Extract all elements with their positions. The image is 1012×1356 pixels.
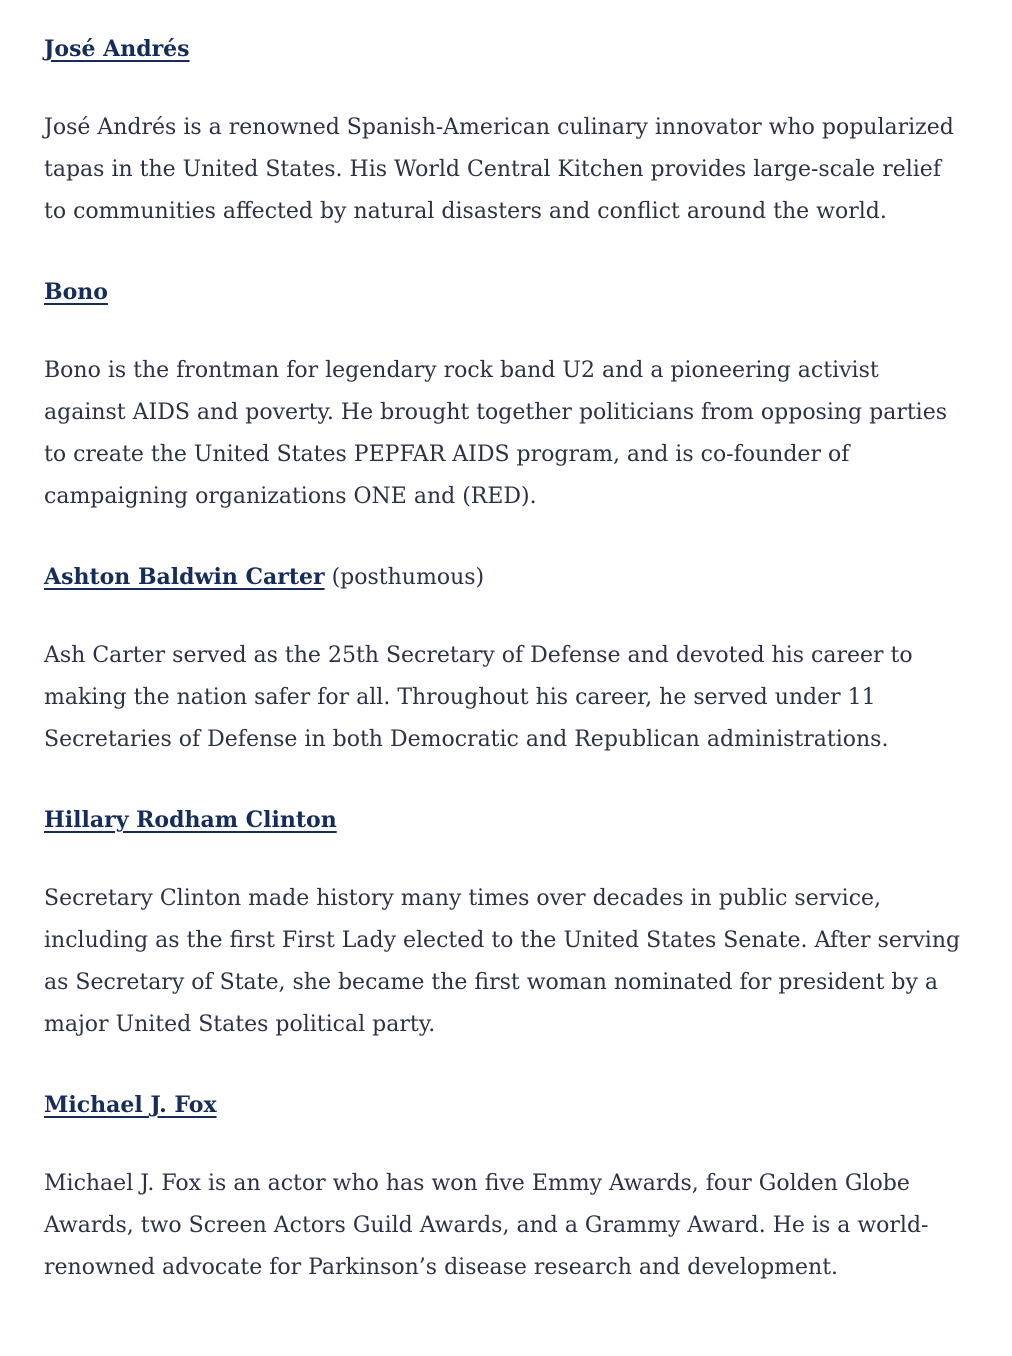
honoree-entry-bono xyxy=(44,271,962,518)
honoree-name-line xyxy=(44,1084,962,1127)
honoree-bio: Secretary Clinton made history many times over decades in public service, including as the first First Lady elected to the United States Senate. After serving as Secretary of State, she became the first woman nominated for president by a major United States political party. xyxy=(44,886,961,1037)
honoree-bio: Michael J. Fox is an actor who has won five Emmy Awards, four Golden Globe Awards, two Screen Actors Guild Awards, and a Grammy Award. He is a world-renowned advocate for Parkinson’s disease research and development. xyxy=(44,1171,929,1280)
honoree-name-line xyxy=(44,556,962,599)
honoree-bio: José Andrés is a renowned Spanish-American culinary innovator who popularized tapas in the United States. His World Central Kitchen provides large-scale relief to communities affected by natural disasters and conflict around the world. xyxy=(44,115,954,224)
honoree-name-link[interactable]: Bono xyxy=(44,279,108,305)
honoree-name-link[interactable]: Hillary Rodham Clinton xyxy=(44,807,337,833)
honoree-name-link[interactable]: Ashton Baldwin Carter xyxy=(44,564,325,590)
honoree-bio: Bono is the frontman for legendary rock band U2 and a pioneering activist against AIDS and poverty. He brought together politicians from opposing parties to create the United States PEPFAR AIDS program, and is co-founder of campaigning organizations ONE and (RED). xyxy=(44,358,948,509)
honoree-name-line xyxy=(44,799,962,842)
honoree-entry-jose-andres xyxy=(44,28,962,233)
honoree-name-link[interactable]: Michael J. Fox xyxy=(44,1092,217,1118)
honoree-entry-ashton-carter xyxy=(44,556,962,761)
honoree-name-suffix: (posthumous) xyxy=(324,565,485,590)
honoree-bio: Ash Carter served as the 25th Secretary of Defense and devoted his career to making the nation safer for all. Throughout his career, he served under 11 Secretaries of Defense in both Democratic and Republican administrations. xyxy=(44,643,913,752)
honoree-name-link[interactable]: José Andrés xyxy=(44,36,190,62)
honoree-entry-hillary-clinton xyxy=(44,799,962,1046)
honoree-entry-michael-fox xyxy=(44,1084,962,1289)
honoree-name-line xyxy=(44,271,962,314)
honoree-name-line xyxy=(44,28,962,71)
